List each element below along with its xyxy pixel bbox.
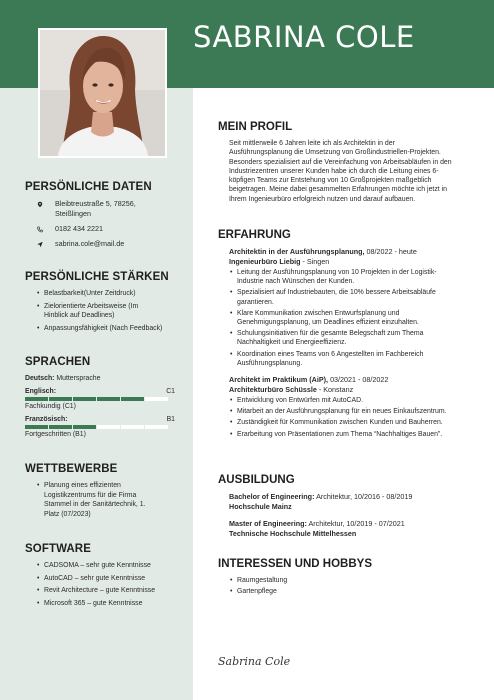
degree-field: Architektur, 10/2016 - 08/2019 xyxy=(316,492,413,501)
phone-text: 0182 434 2221 xyxy=(55,224,103,233)
language-level-code: C1 xyxy=(166,388,175,395)
bullet-line: • Klare Kommunikation zwischen Entwurfsplanung und xyxy=(237,309,400,317)
list-item xyxy=(218,268,468,286)
profile-photo xyxy=(38,28,167,158)
list-item xyxy=(25,289,175,299)
competitions-heading: WETTBEWERBE xyxy=(25,463,118,475)
list-item xyxy=(25,481,175,519)
profile-heading: MEIN PROFIL xyxy=(218,121,293,133)
list-item xyxy=(218,309,468,327)
experience-section xyxy=(218,229,468,441)
native-language-label: Deutsch: xyxy=(25,375,55,382)
job-dates: 08/2022 - heute xyxy=(366,247,417,256)
strength-text: Belastbarkeit(Unter Zeitdruck) xyxy=(44,290,136,297)
profile-line: beigetragen. Meine dabei gesammelten Erfahrungen möchte ich jetzt in xyxy=(229,186,447,194)
address-line-2: Steißlingen xyxy=(55,209,91,218)
job-entry xyxy=(218,375,468,394)
language-level-bar xyxy=(25,397,168,401)
job-entry xyxy=(218,247,468,266)
job-company: Ingenieurbüro Liebig xyxy=(229,256,301,266)
language-name: Französisch: xyxy=(25,416,68,423)
list-item xyxy=(218,350,468,368)
profile-line: Industriezentren unserer Kunden habe ich durch die Leitung eines 6- xyxy=(229,167,439,175)
profile-line: Ausführungsplanung die Umsetzung von Großindustriellen-Projekten. xyxy=(229,149,441,157)
list-item xyxy=(25,302,175,321)
profile-line: köpfigen Teams zur Entstehung von 10 Großprojekten maßgeblich xyxy=(229,177,432,185)
school: Technische Hochschule Mittelhessen xyxy=(229,528,357,538)
list-item: • Mitarbeit an der Ausführungsplanung für ein neues Einkaufszentrum. xyxy=(218,407,468,416)
strengths-section xyxy=(25,271,175,336)
job-bullets xyxy=(218,268,468,368)
experience-heading: ERFAHRUNG xyxy=(218,229,291,241)
list-item: • Revit Architecture – gute Kenntnisse xyxy=(25,586,175,596)
strength-text-cont: Hinblick auf Deadlines) xyxy=(44,312,115,319)
level-segment xyxy=(121,425,144,429)
profile-line: Seit mittlerweile 6 Jahren leite ich als Architektin in der xyxy=(229,140,395,147)
level-segment xyxy=(97,425,120,429)
software-section xyxy=(25,543,175,611)
language-level-bar xyxy=(25,425,168,429)
degree: Bachelor of Engineering: xyxy=(229,492,315,501)
profile-section xyxy=(218,121,468,204)
job-location: - Konstanz xyxy=(318,384,354,394)
bullet-line: garantieren. xyxy=(237,298,274,306)
strength-text: Anpassungsfähigkeit (Nach Feedback) xyxy=(44,324,163,332)
competition-line: Platz (07/2023) xyxy=(44,510,91,518)
language-row-english xyxy=(25,387,175,396)
level-segment xyxy=(97,397,120,401)
education-entry xyxy=(218,519,468,538)
bullet-line: Genehmigungsplanung, um Deadlines effizient einzuhalten. xyxy=(237,319,419,327)
competition-line: Stammel in der Sanitärtechnik, 1. xyxy=(44,501,146,508)
competitions-section xyxy=(25,463,175,522)
native-language xyxy=(25,374,175,383)
list-item: • AutoCAD – sehr gute Kenntnisse xyxy=(25,574,175,584)
bullet-line: • Schulungsinitiativen für die gesamte Belegschaft zum Thema xyxy=(237,330,424,338)
email-row xyxy=(25,239,175,249)
bullet-line: • Spezialisiert auf Industriebauten, die 10% bessere Arbeitsabläufe xyxy=(237,289,436,297)
degree-field: Architektur, 10/2019 - 07/2021 xyxy=(308,519,405,528)
level-segment xyxy=(73,397,96,401)
interests-section xyxy=(218,558,468,598)
send-icon xyxy=(25,239,43,249)
bullet-line: Ausführungsplanung. xyxy=(237,359,303,367)
education-section xyxy=(218,474,468,538)
profile-line: Ihrem Ingenieurbüro erfolgreich nutzen und darauf aufbauen. xyxy=(229,195,416,203)
job-company: Architekturbüro Schüssle xyxy=(229,384,317,394)
list-item xyxy=(218,329,468,347)
list-item: • Microsoft 365 – gute Kenntnisse xyxy=(25,599,175,609)
level-segment xyxy=(49,397,72,401)
location-pin-icon xyxy=(25,199,43,209)
list-item: • Erarbeitung von Präsentationen zum Thema “Nachhaltiges Bauen”. xyxy=(218,430,468,439)
degree: Master of Engineering: xyxy=(229,519,307,528)
job-location: - Singen xyxy=(302,256,330,266)
profile-line: Besonders spezialisiert auf die Vereinfachung von Arbeitsabläufen in den xyxy=(229,158,452,166)
list-item xyxy=(25,324,175,334)
education-entry xyxy=(218,492,468,511)
level-segment xyxy=(121,397,144,401)
software-heading: SOFTWARE xyxy=(25,543,91,555)
profile-text xyxy=(218,139,468,204)
language-level-text: Fortgeschritten (B1) xyxy=(25,431,86,438)
language-level-code: B1 xyxy=(166,416,175,423)
phone-row xyxy=(25,224,175,234)
address-line-1: Bleibtreustraße 5, 78256, xyxy=(55,199,136,208)
level-segment xyxy=(25,397,48,401)
job-bullets xyxy=(218,396,468,439)
list-item: • CADSOMA – sehr gute Kenntnisse xyxy=(25,561,175,571)
level-segment xyxy=(49,425,72,429)
contact-section xyxy=(25,181,175,254)
interests-heading: INTERESSEN UND HOBBYS xyxy=(218,558,372,570)
portrait-image xyxy=(40,30,165,156)
bullet-line: • Leitung der Ausführungsplanung von 10 Projekten in der Logistik- xyxy=(237,269,437,276)
software-list xyxy=(25,561,175,608)
language-level-text: Fachkundig (C1) xyxy=(25,403,76,410)
contact-heading: PERSÖNLICHE DATEN xyxy=(25,181,152,193)
list-item: • Zuständigkeit für Kommunikation zwischen Kunden und Bauherren. xyxy=(218,418,468,427)
strengths-list xyxy=(25,289,175,333)
interests-list xyxy=(218,576,468,596)
native-language-value: Muttersprache xyxy=(56,375,101,382)
languages-heading: SPRACHEN xyxy=(25,356,91,368)
school: Hochschule Mainz xyxy=(229,501,292,511)
address-row xyxy=(25,199,175,219)
level-segment xyxy=(73,425,96,429)
list-item: • Raumgestaltung xyxy=(218,576,468,585)
level-segment xyxy=(25,425,48,429)
job-title: Architekt im Praktikum (AiP), xyxy=(229,375,329,385)
competition-line: • Planung eines effizienten xyxy=(44,482,121,489)
list-item xyxy=(218,288,468,306)
strengths-heading: PERSÖNLICHE STÄRKEN xyxy=(25,271,169,283)
level-segment xyxy=(145,425,168,429)
phone-icon xyxy=(25,224,43,234)
language-row-french xyxy=(25,415,175,424)
job-title: Architektin in der Ausführungsplanung, xyxy=(229,247,365,256)
bullet-line: • Koordination eines Teams von 6 Angestellten im Fachbereich xyxy=(237,350,424,358)
address-text xyxy=(43,199,136,219)
email-text: sabrina.cole@mail.de xyxy=(55,239,125,248)
list-item: • Gartenpflege xyxy=(218,587,468,596)
bullet-line: Nachhaltigkeit und Energieeffizienz. xyxy=(237,339,347,347)
candidate-name: SABRINA COLE xyxy=(193,20,415,54)
education-heading: AUSBILDUNG xyxy=(218,474,295,486)
languages-section xyxy=(25,356,175,439)
level-segment xyxy=(145,397,168,401)
strength-text: • Zielorientierte Arbeitsweise (Im xyxy=(44,302,139,310)
competitions-list xyxy=(25,481,175,519)
job-dates: 03/2021 - 08/2022 xyxy=(330,375,389,385)
signature: Sabrina Cole xyxy=(218,655,291,668)
language-name: Englisch: xyxy=(25,388,57,395)
bullet-line: Industrie nach Wünschen der Kunden. xyxy=(237,278,355,286)
list-item: • Entwicklung von Entwürfen mit AutoCAD. xyxy=(218,396,468,405)
competition-line: Logistikzentrums für die Firma xyxy=(44,491,137,499)
